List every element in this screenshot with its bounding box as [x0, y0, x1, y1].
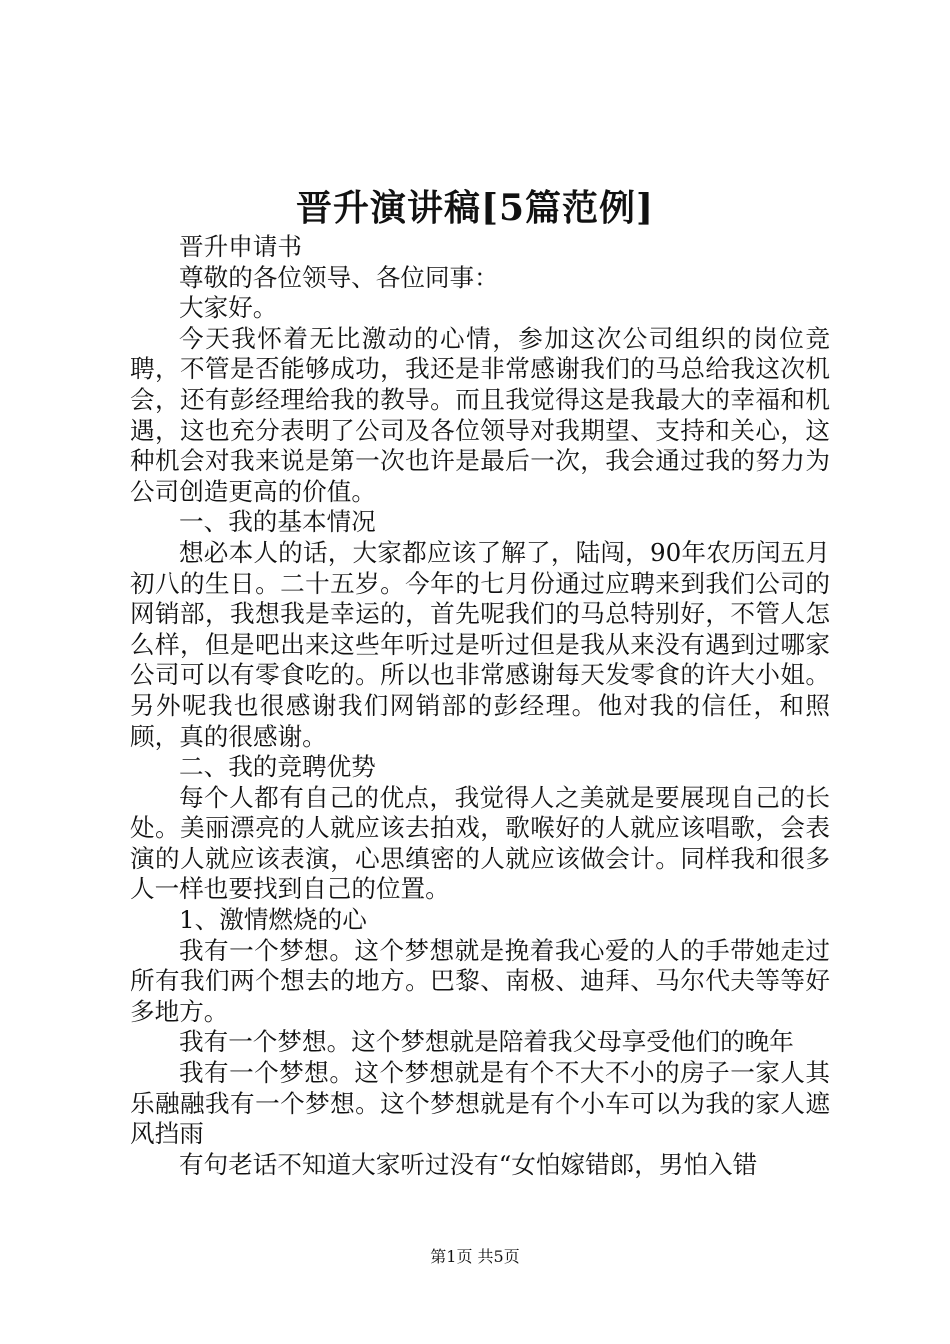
- paragraph-proverb: 有句老话不知道大家听过没有“女怕嫁错郎，男怕入错: [179, 1149, 758, 1179]
- document-title: 晋升演讲稿[5篇范例]: [295, 187, 655, 229]
- paragraph-dream-parents: 我有一个梦想。这个梦想就是陪着我父母享受他们的晚年: [179, 1027, 794, 1057]
- paragraph-dream-home: 我有一个梦想。这个梦想就是有个不大不小的房子一家人其乐融融我有一个梦想。这个梦想就是有个小车可以为我的家人遮风挡雨: [130, 1058, 830, 1149]
- page-footer: 第1页 共5页: [430, 1247, 520, 1266]
- subsection-heading-passion: 1、激情燃烧的心: [179, 905, 367, 935]
- paragraph-salutation: 尊敬的各位领导、各位同事：: [179, 262, 499, 292]
- paragraph-advantages: 每个人都有自己的优点，我觉得人之美就是要展现自己的长处。美丽漂亮的人就应该去拍戏，歌喉好的人就应该唱歌，会表演的人就应该表演，心思缜密的人就应该做会计。同样我和很多人一样也要找到自己的位置。: [130, 782, 830, 904]
- section-heading-advantages: 二、我的竞聘优势: [179, 752, 376, 782]
- section-heading-basic-info: 一、我的基本情况: [179, 507, 376, 537]
- document-body: [130, 232, 830, 1180]
- paragraph-heading-application: 晋升申请书: [179, 232, 302, 261]
- paragraph-basic-info: 想必本人的话，大家都应该了解了，陆闯，90年农历闰五月初八的生日。二十五岁。今年的七月份通过应聘来到我们公司的网销部，我想我是幸运的，首先呢我们的马总特别好，不管人怎么样，但是吧出来这些年听过是听过但是我从来没有遇到过哪家公司可以有零食吃的。所以也非常感谢每天发零食的许大小姐。另外呢我也很感谢我们网销部的彭经理。他对我的信任，和照顾，真的很感谢。: [130, 537, 830, 751]
- paragraph-dream-travel: 我有一个梦想。这个梦想就是挽着我心爱的人的手带她走过所有我们两个想去的地方。巴黎、南极、迪拜、马尔代夫等等好多地方。: [130, 935, 830, 1026]
- paragraph-greeting: 大家好。: [179, 293, 278, 323]
- paragraph-intro: 今天我怀着无比激动的心情，参加这次公司组织的岗位竞聘，不管是否能够成功，我还是非常感谢我们的马总给我这次机会，还有彭经理给我的教导。而且我觉得这是我最大的幸福和机遇，这也充分表明了公司及各位领导对我期望、支持和关心，这种机会对我来说是第一次也许是最后一次，我会通过我的努力为公司创造更高的价值。: [130, 323, 830, 506]
